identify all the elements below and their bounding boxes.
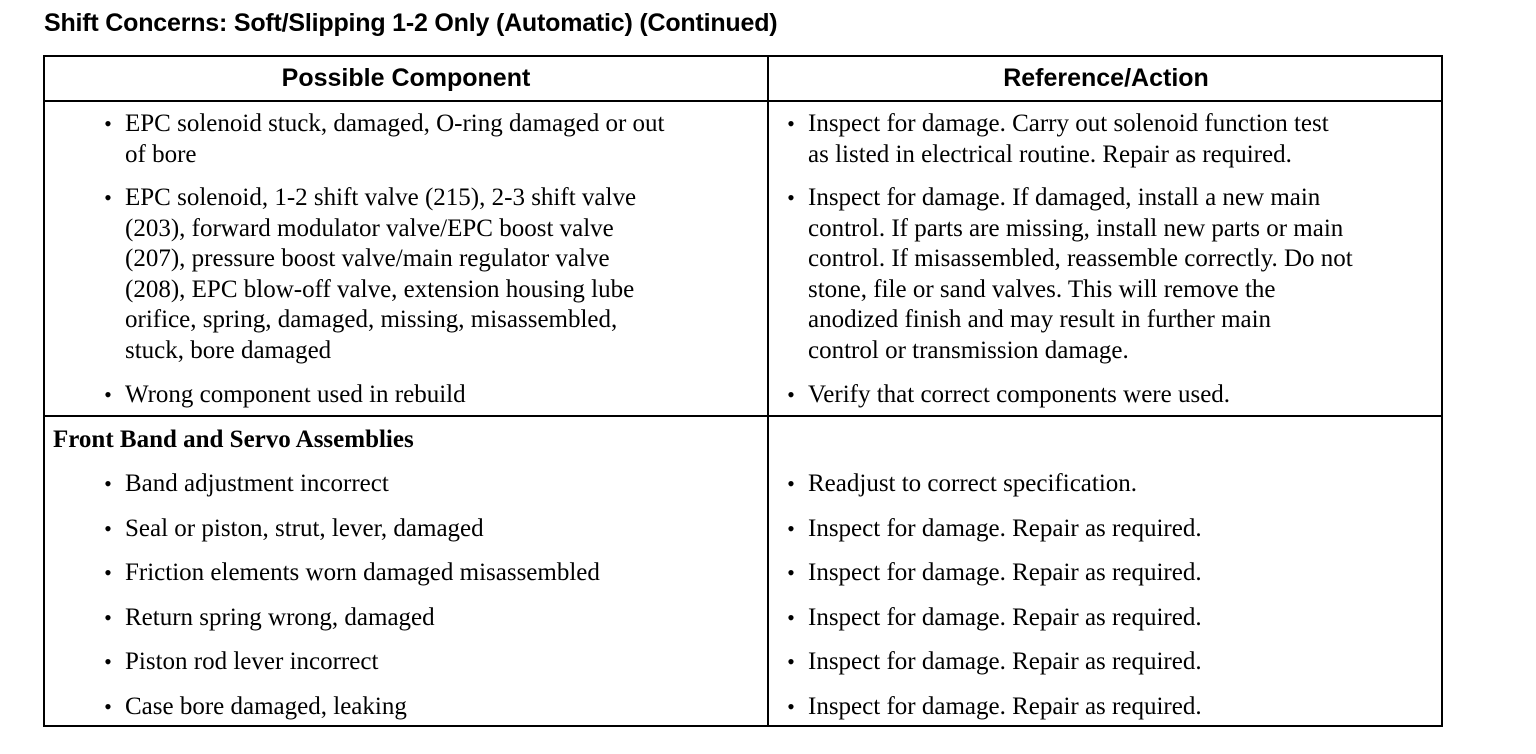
action-item (787, 514, 1438, 545)
bullet-icon: • (787, 694, 795, 719)
diagnosis-table (43, 55, 1443, 727)
column-header-action: Reference/Action (1003, 64, 1209, 92)
bullet-icon: • (787, 471, 795, 496)
action-text: Inspect for damage. Repair as required. (808, 515, 1202, 542)
action-text: Inspect for damage. Repair as required. (808, 604, 1202, 631)
bullet-icon: • (104, 516, 112, 541)
action-item (787, 647, 1438, 678)
component-item (104, 109, 755, 170)
component-text: Seal or piston, strut, lever, damaged (125, 515, 484, 542)
action-item (787, 692, 1438, 723)
action-text: Inspect for damage. Repair as required. (808, 693, 1202, 720)
bullet-icon: • (104, 560, 112, 585)
component-item (104, 514, 755, 545)
action-item (787, 109, 1438, 170)
action-item (787, 469, 1438, 500)
component-text: EPC solenoid, 1-2 shift valve (215), 2-3 shift valve (203), forward modulator valve/EPC boost valve (207), pressure boost valve/main regulator valve (208), EPC blow-off valve, extension housing lube orifice, spring, damaged, missing, misassembled, stuck, bore damaged (125, 184, 637, 364)
column-header-component: Possible Component (281, 64, 531, 92)
component-item (104, 692, 755, 723)
component-text: Band adjustment incorrect (125, 470, 389, 497)
component-item (104, 558, 755, 589)
component-item (104, 380, 755, 411)
header-divider (45, 100, 1441, 102)
component-text: Piston rod lever incorrect (125, 648, 379, 675)
component-text: Wrong component used in rebuild (125, 381, 466, 408)
component-item (104, 647, 755, 678)
action-text: Verify that correct components were used. (808, 381, 1231, 408)
component-text: EPC solenoid stuck, damaged, O-ring damaged or out of bore (125, 110, 665, 168)
bullet-icon: • (787, 185, 795, 210)
action-text: Inspect for damage. If damaged, install a new main control. If parts are missing, install new parts or main control. If misassembled, reassemble correctly. Do not stone, file or sand valves. This will remove the anodized finish and may result in further main control or transmission damage. (808, 184, 1353, 364)
action-text: Readjust to correct specification. (808, 470, 1138, 497)
action-item (787, 380, 1438, 411)
bullet-icon: • (104, 185, 112, 210)
bullet-icon: • (104, 649, 112, 674)
action-item (787, 183, 1438, 367)
component-text: Case bore damaged, leaking (125, 693, 407, 720)
bullet-icon: • (787, 649, 795, 674)
bullet-icon: • (104, 471, 112, 496)
bullet-icon: • (104, 694, 112, 719)
column-divider (767, 57, 769, 725)
component-item (104, 469, 755, 500)
bullet-icon: • (104, 111, 112, 136)
component-item (104, 603, 755, 634)
action-text: Inspect for damage. Repair as required. (808, 559, 1202, 586)
bullet-icon: • (104, 382, 112, 407)
bullet-icon: • (787, 111, 795, 136)
component-text: Friction elements worn damaged misassembled (125, 559, 600, 586)
bullet-icon: • (104, 605, 112, 630)
action-item (787, 558, 1438, 589)
component-item (104, 183, 755, 367)
bullet-icon: • (787, 382, 795, 407)
action-text: Inspect for damage. Repair as required. (808, 648, 1202, 675)
action-item (787, 603, 1438, 634)
section-divider (45, 415, 1441, 417)
page-title: Shift Concerns: Soft/Slipping 1-2 Only (Automatic) (Continued) (44, 9, 778, 37)
bullet-icon: • (787, 560, 795, 585)
component-text: Return spring wrong, damaged (125, 604, 435, 631)
section-heading: Front Band and Servo Assemblies (53, 426, 414, 453)
bullet-icon: • (787, 516, 795, 541)
action-text: Inspect for damage. Carry out solenoid function test as listed in electrical routine. Repair as required. (808, 110, 1329, 168)
bullet-icon: • (787, 605, 795, 630)
